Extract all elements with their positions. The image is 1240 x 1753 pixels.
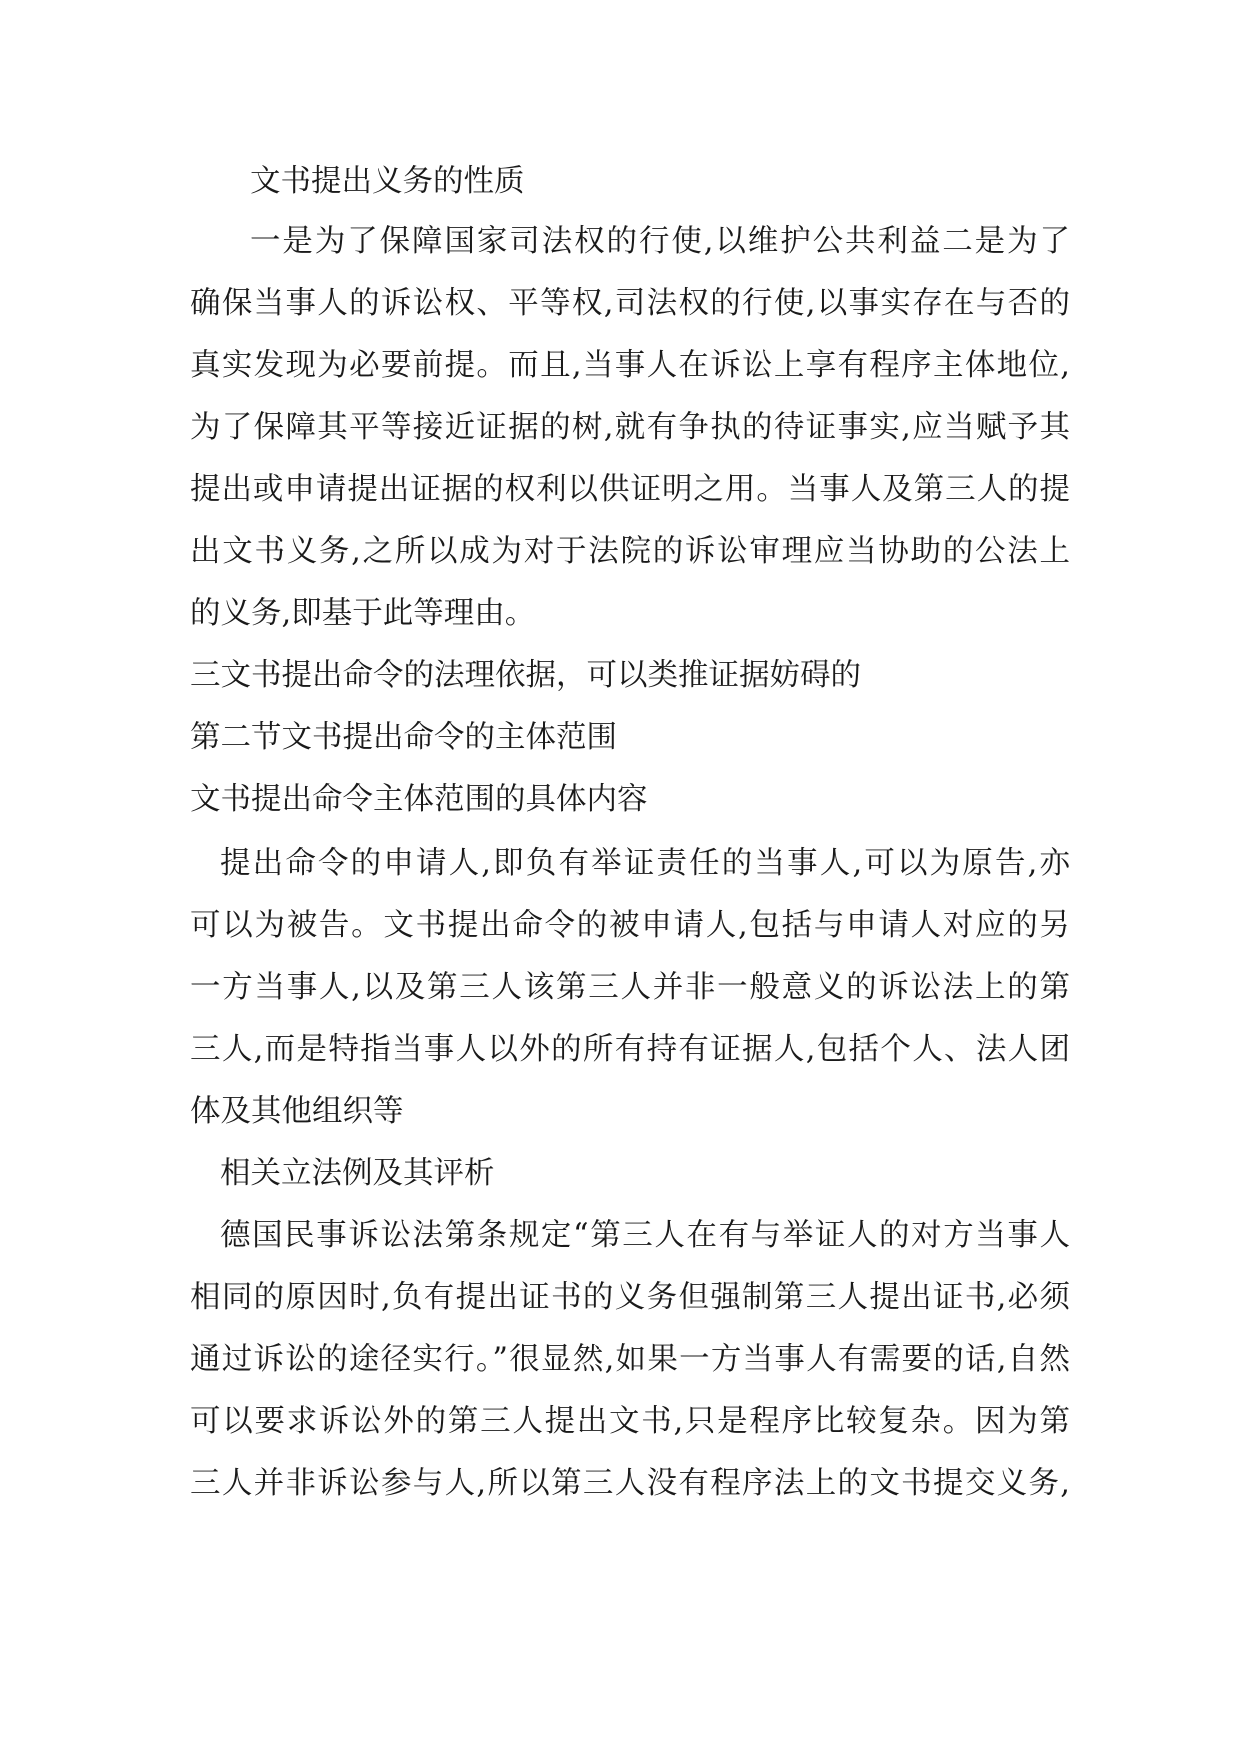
section-heading-nature: 文书提出义务的性质 (250, 164, 525, 199)
paragraph-line: 三人,而是特指当事人以外的所有持有证据人,包括个人、法人团 (190, 1032, 1070, 1067)
paragraph-line: 三人并非诉讼参与人,所以第三人没有程序法上的文书提交义务, (190, 1466, 1070, 1501)
paragraph-line: 可以为被告。文书提出命令的被申请人,包括与申请人对应的另 (190, 908, 1070, 943)
paragraph-line: 为了保障其平等接近证据的树,就有争执的待证事实,应当赋予其 (190, 410, 1070, 445)
paragraph-line: 确保当事人的诉讼权、平等权,司法权的行使,以事实存在与否的 (190, 286, 1070, 321)
paragraph-line: 体及其他组织等 (190, 1094, 404, 1129)
paragraph-line: 提出命令的申请人,即负有举证责任的当事人,可以为原告,亦 (220, 846, 1070, 881)
section-heading-subject-scope: 文书提出命令主体范围的具体内容 (190, 782, 648, 817)
paragraph-line: 通过诉讼的途径实行。”很显然,如果一方当事人有需要的话,自然 (190, 1342, 1070, 1377)
section-heading-legal-basis: 三文书提出命令的法理依据，可以类推证据妨碍的 (190, 658, 861, 693)
paragraph-line: 一是为了保障国家司法权的行使,以维护公共利益二是为了 (250, 224, 1070, 259)
paragraph-line: 出文书义务,之所以成为对于法院的诉讼审理应当协助的公法上 (190, 534, 1070, 569)
paragraph-line: 可以要求诉讼外的第三人提出文书,只是程序比较复杂。因为第 (190, 1404, 1070, 1439)
section-heading-legislation: 相关立法例及其评析 (220, 1156, 495, 1191)
paragraph-line: 相同的原因时,负有提出证书的义务但强制第三人提出证书,必须 (190, 1280, 1070, 1315)
paragraph-line: 的义务,即基于此等理由。 (190, 596, 536, 631)
paragraph-line: 一方当事人,以及第三人该第三人并非一般意义的诉讼法上的第 (190, 970, 1070, 1005)
paragraph-line: 提出或申请提出证据的权利以供证明之用。当事人及第三人的提 (190, 472, 1070, 507)
paragraph-line: 德国民事诉讼法第条规定“第三人在有与举证人的对方当事人 (220, 1218, 1070, 1253)
chapter-heading: 第二节文书提出命令的主体范围 (190, 720, 617, 755)
paragraph-line: 真实发现为必要前提。而且,当事人在诉讼上享有程序主体地位, (190, 348, 1070, 383)
